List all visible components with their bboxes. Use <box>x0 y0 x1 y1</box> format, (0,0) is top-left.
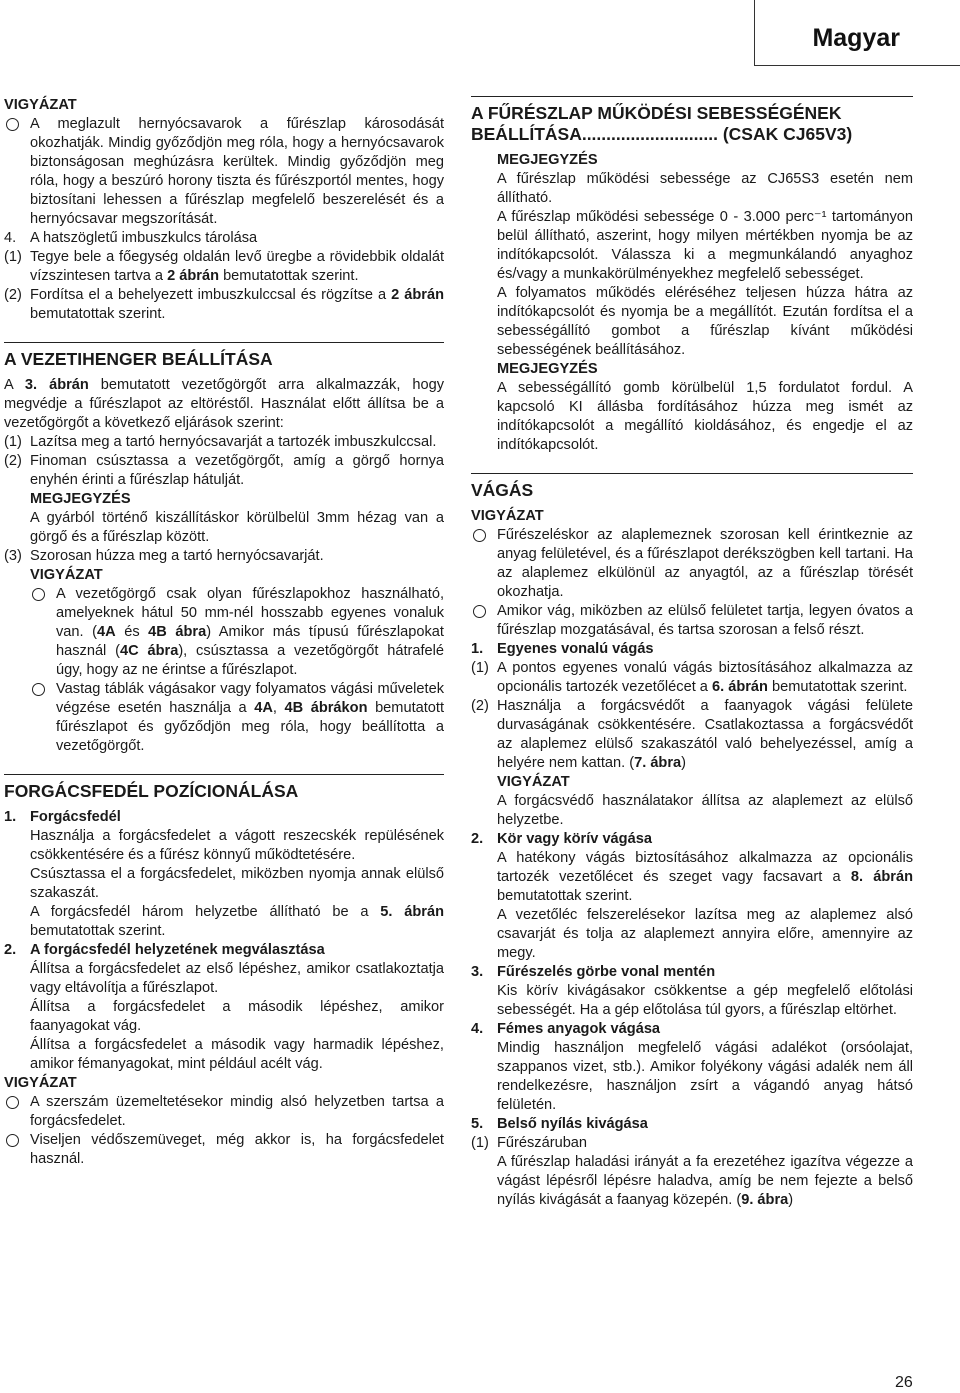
language-label: Magyar <box>812 24 900 52</box>
roller-caution-heading: VIGYÁZAT <box>30 567 103 583</box>
chip-item-2-text-1: Állítsa a forgácsfedelet az első lépéshez, amikor csatlakoztatja vagy eltávolítja a fűrészlapot. <box>30 961 444 996</box>
cut-item-1-caution-text: A forgácsvédő használatakor állítsa az alaplemezt az elülső helyzetbe. <box>497 793 913 828</box>
section-heading-chip-cover: FORGÁCSFEDÉL POZÍCIONÁLÁSA <box>4 774 444 808</box>
roller-caution-bullet-2: Vastag táblák vágásakor vagy folyamatos vágási műveletek végzése esetén használja a 4A, 4B ábrákon bemutatott fűrészlapot és győződjön meg róla, hogy beállította a vezetőgörgőt. <box>30 680 444 756</box>
cut-item-3-text: Kis körív kivágásakor csökkentse a gép megfelelő előtolási sebességét. Ha a gép előtolása túl gyors, a fűrészlap eltörhet. <box>497 983 913 1018</box>
cut-item-2-title: 2. Kör vagy körív vágása <box>471 831 652 847</box>
chip-caution-bullet-1: A szerszám üzemeltetésekor mindig alsó helyzetben tartsa a forgácsfedelet. <box>4 1093 444 1131</box>
section-heading-speed: A FŰRÉSZLAP MŰKÖDÉSI SEBESSÉGÉNEK BEÁLLÍTÁSA............................ (CSAK CJ65V3) <box>471 96 913 151</box>
speed-text-1: A fűrészlap működési sebessége 0 - 3.000 perc⁻¹ tartományon belül állítható, aszerint, hogy milyen mértékben nyomja be az indítókapcsolót. Válassza ki a megmunkálandó anyaghoz és/vagy a munkakörülményekhez megfelelő sebességet. <box>497 209 913 282</box>
cut-caution-bullet-2: Amikor vág, miközben az elülső felületet tartja, legyen óvatos a fűrészlap mozgatásával, és tartsa szorosan a felső részt. <box>471 602 913 640</box>
chip-item-1-title: 1. Forgácsfedél <box>4 809 121 825</box>
speed-note-1-heading: MEGJEGYZÉS <box>497 152 598 168</box>
item-4-step-1: (1) Tegye bele a főegység oldalán levő üregbe a rövidebbik oldalát vízszintesen tartva a 2 ábrán bemutatottak szerint. <box>4 249 444 284</box>
chip-item-1-text-3: A forgácsfedél három helyzetbe állítható be a 5. ábrán bemutatottak szerint. <box>30 904 445 939</box>
cut-item-5-title: 5. Belső nyílás kivágása <box>471 1116 648 1132</box>
roller-step-3: (3) Szorosan húzza meg a tartó hernyócsavarját. <box>4 548 324 564</box>
cut-caution-heading: VIGYÁZAT <box>471 508 544 524</box>
left-column <box>4 96 444 1169</box>
language-tab <box>754 0 960 66</box>
cut-item-5-text: A fűrészlap haladási irányát a fa erezetéhez igazítva végezze a vágást lépésről lépésre haladva, amíg be nem fejezte a belső nyílás kivágását a faanyag közepén. (9. ábra) <box>497 1154 913 1208</box>
chip-item-1-text-1: Használja a forgácsfedelet a vágott reszecskék repülésének csökkentésére és a fűrész könnyű működtetésére. <box>30 828 444 863</box>
speed-text-2: A folyamatos működés eléréséhez teljesen húzza hátra az indítókapcsolót és nyomja be a megállítót. Ezután fordítsa el a sebességállító gombot a fűrészlap kívánt működési sebességének beállításához. <box>497 285 913 358</box>
cut-item-1-title: 1. Egyenes vonalú vágás <box>471 641 654 657</box>
cut-item-1-step-2: (2) Használja a forgácsvédőt a faanyagok vágási felülete durvaságának csökkentésére. Csatlakoztassa a forgácsvédőt az alaplemez elülső szakaszától való behelyezéssel, amíg a helyére nem kattan. (7. ábra) <box>471 698 913 771</box>
roller-step-1: (1) Lazítsa meg a tartó hernyócsavarját a tartozék imbuszkulccsal. <box>4 434 437 450</box>
speed-note-2-heading: MEGJEGYZÉS <box>497 361 598 377</box>
roller-intro: A 3. ábrán bemutatott vezetőgörgőt arra alkalmazzák, hogy megvédje a fűrészlapot az eltöréstől. Használat előtt állítsa be a vezetőgörgőt a következő eljárások szerint: <box>4 377 445 431</box>
cut-item-1-caution-heading: VIGYÁZAT <box>497 774 570 790</box>
speed-note-1-text: A fűrészlap működési sebessége az CJ65S3 esetén nem állítható. <box>497 171 913 206</box>
section-heading-cutting: VÁGÁS <box>471 473 913 507</box>
caution-bullet: A meglazult hernyócsavarok a fűrészlap károsodását okozhatják. Mindig győződjön meg róla, hogy a hernyócsavarok biztonságosan meghúzásra kerültek. Mindig győződjön meg róla, hogy a beszúró horony tiszta és fűrészportól mentes, hogy biztosítani lehessen a fűrészlap megfelelő beszerelését és a hernyócsavar megszorítását. <box>4 115 444 229</box>
chip-caution-bullet-2: Viseljen védőszemüveget, még akkor is, ha forgácsfedelet használ. <box>4 1131 444 1169</box>
cut-item-5-step-1: (1) Fűrészáruban <box>471 1135 588 1151</box>
roller-step-2: (2) Finoman csúsztassa a vezetőgörgőt, amíg a görgő hornya enyhén érinti a fűrészlap hátulját. <box>4 453 444 488</box>
cut-item-3-title: 3. Fűrészelés görbe vonal mentén <box>471 964 716 980</box>
cut-item-4-text: Mindig használjon megfelelő vágási adalékot (orsóolajat, szappanos vizet, stb.). Amikor folyékony vágási adalék nem áll rendelkezésre, használjon zsírt a vágandó anyag hátsó felületén. <box>497 1040 913 1113</box>
speed-note-2-text: A sebességállító gomb körülbelül 1,5 fordulatot fordul. A kapcsoló KI állásba fordításához húzza meg ismét az indítókapcsolót a megállító kioldásához, és engedje el az indítókapcsolót. <box>497 380 913 453</box>
right-column <box>471 96 913 1210</box>
chip-caution-heading: VIGYÁZAT <box>4 1075 77 1091</box>
cut-item-2-text-2: A vezetőléc felszerelésekor lazítsa meg az alaplemez alsó csavarját és tolja az alaplemezt annyira előre, amennyire az megy. <box>497 907 913 961</box>
chip-item-1-text-2: Csúsztassa el a forgácsfedelet, miközben nyomja annak elülső szakaszát. <box>30 866 444 901</box>
roller-caution-bullet-1: A vezetőgörgő csak olyan fűrészlapokhoz használható, amelyeknek hátul 50 mm-nél hosszabb egyenes vonaluk van. (4A és 4B ábra) Amikor más típusú fűrészlapokat használ (4C ábra), csúsztassa a vezetőgörgőt hátrafelé úgy, hogy az ne érintse a fűrészlapot. <box>30 585 444 680</box>
cut-item-1-step-1: (1) A pontos egyenes vonalú vágás biztosításához alkalmazza az opcionális tartozék vezetőlécet a 6. ábrán bemutatottak szerint. <box>471 660 913 695</box>
roller-note-text: A gyárból történő kiszállításkor körülbelül 3mm hézag van a görgő és a fűrészlap között. <box>30 510 444 545</box>
chip-item-2-title: 2. A forgácsfedél helyzetének megválasztása <box>4 942 325 958</box>
cut-item-2-text-1: A hatékony vágás biztosításához alkalmazza az opcionális tartozék vezetőlécet és szeget vagy facsavart a 8. ábrán bemutatottak szerint. <box>497 850 913 904</box>
chip-item-2-text-3: Állítsa a forgácsfedelet a második vagy harmadik lépéshez, amikor fémanyagokat, mint például acélt vág. <box>30 1037 444 1072</box>
caution-heading: VIGYÁZAT <box>4 97 77 113</box>
cut-caution-bullet-1: Fűrészeléskor az alaplemeznek szorosan kell érintkeznie az anyag felületével, és a fűrészlapot derékszögben kell tartani. Ha az alaplemez elkülönül az anyagtól, az a fűrészlap törését okozhatja. <box>471 526 913 602</box>
cut-item-4-title: 4. Fémes anyagok vágása <box>471 1021 661 1037</box>
item-4-step-2: (2) Fordítsa el a behelyezett imbuszkulccsal és rögzítse a 2 ábrán bemutatottak szerint. <box>4 287 445 322</box>
item-4: 4. A hatszögletű imbuszkulcs tárolása <box>4 230 258 246</box>
roller-note-heading: MEGJEGYZÉS <box>30 491 131 507</box>
section-heading-roller: A VEZETIHENGER BEÁLLÍTÁSA <box>4 342 444 376</box>
page-number: 26 <box>895 1374 913 1391</box>
chip-item-2-text-2: Állítsa a forgácsfedelet a második lépéshez, amikor faanyagokat vág. <box>30 999 444 1034</box>
